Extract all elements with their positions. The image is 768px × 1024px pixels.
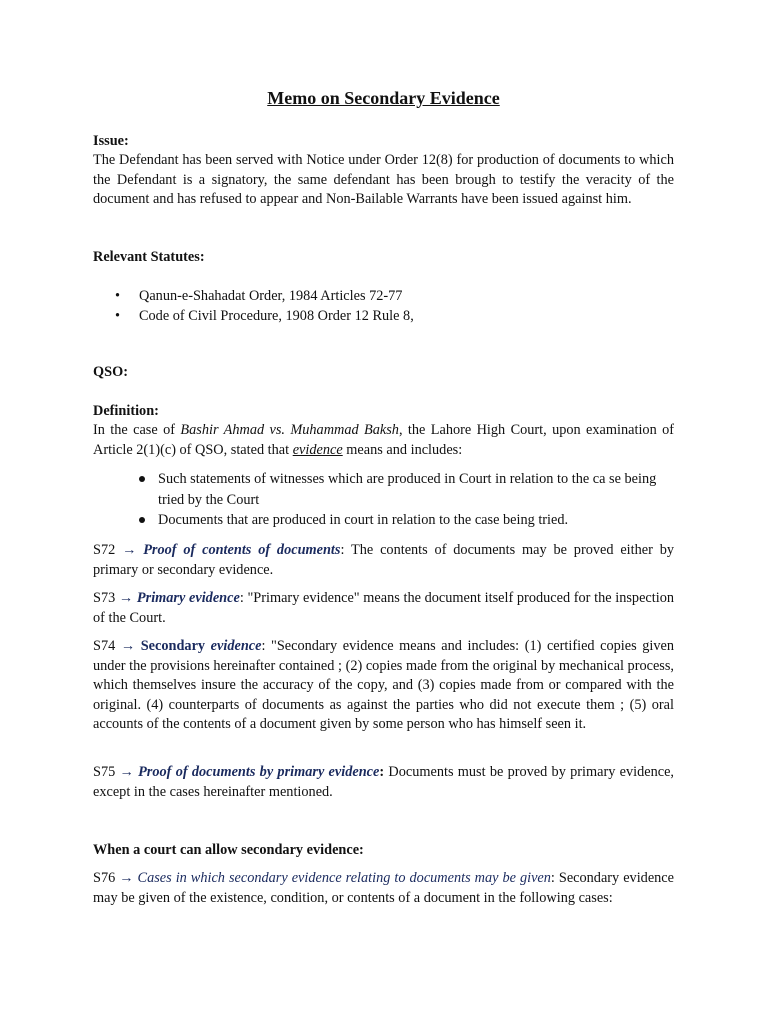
definition-heading: Definition: (93, 403, 159, 419)
section-s73: S73 → Primary evidence: "Primary evidence" means the document itself produced for the inspection of the Court. (93, 590, 674, 626)
issue-text: The Defendant has been served with Notice under Order 12(8) for production of documents to which the Defendant is a signatory, the same defendant has been brough to testify the veracity of the document and has refused to appear and Non-Bailable Warrants have been issued against him. (93, 152, 674, 207)
section-s74: S74 → Secondary evidence: "Secondary evidence means and includes: (1) certified copies given under the provisions hereinafter contained ; (2) copies made from the original by mechanical process, which themselves insure the accuracy of the copy, and (3) copies made from or compared with the original. (4) counterparts of documents as against the parties who did not execute them ; (5) oral accounts of the contents of a document given by some person who has himself seen it. (93, 638, 675, 732)
case-name: Bashir Ahmad vs. Muhammad Baksh (180, 422, 399, 438)
statutes-list (93, 287, 674, 326)
evidence-term: evidence (292, 441, 343, 458)
definition-list (93, 469, 674, 531)
issue-heading: Issue: (93, 133, 129, 149)
list-item: Such statements of witnesses which are produced in Court in relation to the ca se being tried by the Court (93, 469, 674, 510)
qso-heading: QSO: (93, 364, 128, 380)
list-item: Documents that are produced in court in relation to the case being tried. (93, 510, 674, 531)
list-item: • Qanun-e-Shahadat Order, 1984 Articles 72-77 (93, 287, 674, 307)
page-title: Memo on Secondary Evidence (267, 88, 500, 108)
section-s76: S76 → Cases in which secondary evidence relating to documents may be given: Secondary evidence may be given of the existence, condition, or contents of a document in the following cases: (93, 870, 675, 906)
list-item: • Code of Civil Procedure, 1908 Order 12 Rule 8, (93, 307, 674, 327)
arrow-icon: → (118, 590, 134, 606)
definition-text: In the case of Bashir Ahmad vs. Muhammad Baksh, the Lahore High Court, upon examination of Article 2(1)(c) of QSO, stated that evidence means and includes: (93, 422, 674, 458)
arrow-icon: → (119, 764, 134, 780)
arrow-icon: → (119, 870, 134, 886)
arrow-icon: → (122, 542, 137, 558)
statutes-heading: Relevant Statutes: (93, 249, 205, 265)
section-s75: S75 → Proof of documents by primary evidence: Documents must be proved by primary evidence, except in the cases hereinafter mentioned. (93, 764, 674, 800)
arrow-icon: → (120, 638, 136, 654)
section-s72: S72 → Proof of contents of documents: The contents of documents may be proved either by primary or secondary evidence. (93, 542, 674, 578)
when-heading: When a court can allow secondary evidence: (93, 842, 364, 858)
